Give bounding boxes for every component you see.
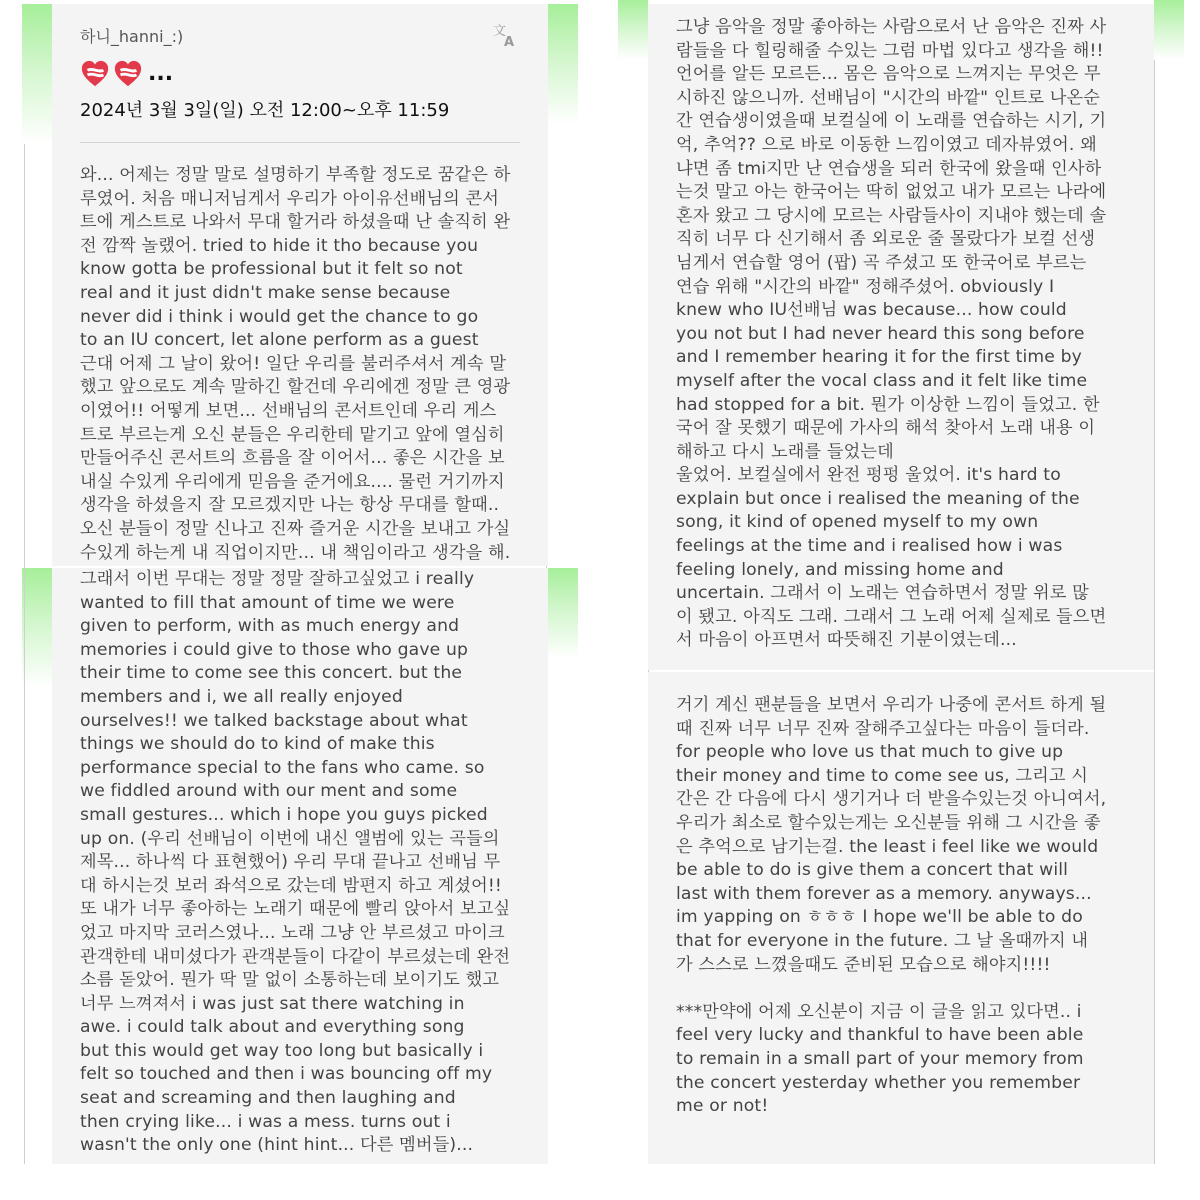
text-line: 냐면 좀 tmi지만 난 연습생을 되러 한국에 왔을때 인사하 <box>676 158 1102 179</box>
text-line: 직히 너무 다 신기해서 좀 외로운 줄 몰랐다가 보컬 선생 <box>676 229 1096 250</box>
text-line: 오신 분들이 정말 신나고 진짜 즐거운 시간을 보내고 가실 <box>80 518 511 539</box>
text-line: 었고 마지막 코러스였나... 노래 그냥 안 부르셨고 마이크 <box>80 922 505 943</box>
text-line: 울었어. 보컬실에서 완전 펑펑 울었어. it's hard to <box>676 465 1061 486</box>
note-screenshot-3 <box>648 4 1154 670</box>
text-line: members and i, we all really enjoyed <box>80 686 403 707</box>
text-line: up on. (우리 선배님이 이번에 내신 앨범에 있는 곡들의 <box>80 828 500 849</box>
note-body <box>676 16 1140 653</box>
edge-line <box>1154 60 1155 1164</box>
text-line: small gestures... which i hope you guys picked <box>80 804 488 825</box>
text-line: 또 내가 너무 좋아하는 노래기 때문에 빨리 앉아서 보고싶 <box>80 899 511 920</box>
text-line: 트로 부르는게 오신 분들은 우리한테 맡기고 앞에 열심히 <box>80 424 505 445</box>
text-line: their money and time to come see us, 그리고 시 <box>676 765 1088 786</box>
note-body <box>676 694 1140 1119</box>
text-line: we fiddled around with our ment and some <box>80 781 458 802</box>
text-line: 와... 어제는 정말 말로 설명하기 부족할 정도로 꿈같은 하 <box>80 165 511 185</box>
hearts-row <box>80 58 173 90</box>
text-line: last with them forever as a memory. anyways... <box>676 883 1092 904</box>
text-line: feel very lucky and thankful to have been able <box>676 1025 1084 1046</box>
text-line: real and it just didn't make sense because <box>80 282 451 303</box>
note-body <box>80 164 534 565</box>
text-line: 님게서 연습할 영어 (팝) 곡 주셨고 또 한국어로 부르는 <box>676 252 1087 273</box>
edge-decoration <box>548 4 578 124</box>
text-line: be able to do is give them a concert that will <box>676 860 1069 881</box>
text-line: knew who IU선배님 was because... how could <box>676 300 1067 321</box>
text-line: 소름 돋았어. 뭔가 딱 말 없이 소통하는데 보이기도 했고 <box>80 970 500 991</box>
text-line: things we should do to kind of make this <box>80 734 435 755</box>
text-line: 국어 잘 못했기 때문에 가사의 해석 찾아서 노래 내용 이 <box>676 418 1096 439</box>
ellipsis: ... <box>148 61 174 86</box>
note-screenshot-4 <box>648 672 1154 1164</box>
text-line: 너무 느껴져서 i was just sat there watching in <box>80 993 465 1014</box>
text-line: 때 진짜 너무 너무 진짜 잘해주고싶다는 마음이 들더라. <box>676 718 1090 739</box>
text-line: 만들어주신 콘서트의 흐름을 잘 이어서... 좋은 시간을 보 <box>80 448 505 469</box>
text-line: 관객한테 내미셨다가 관객분들이 다같이 부르셨는데 완전 <box>80 946 511 967</box>
svg-text:A: A <box>504 35 515 48</box>
text-line: 수있게 하는게 내 직업이지만... 내 책임이라고 생각을 해. <box>80 542 511 563</box>
text-line: to remain in a small part of your memory from <box>676 1048 1084 1069</box>
text-line: 가 스스로 느꼈을때도 준비된 모습으로 해야지!!!! <box>676 954 1051 975</box>
text-line: 그래서 이번 무대는 정말 정말 잘하고싶었고 i really <box>80 569 475 589</box>
text-line: you not but I had never heard this song before <box>676 323 1085 344</box>
text-line: ***만약에 어제 오신분이 지금 이 글을 읽고 있다면.. i <box>676 1001 1082 1022</box>
mending-heart-icon <box>113 59 143 89</box>
note-body <box>80 568 534 1158</box>
text-line: 대 하시는것 보러 좌석으로 갔는데 밤편지 하고 계셨어!! <box>80 875 502 896</box>
text-line: wanted to fill that amount of time we were <box>80 592 455 613</box>
text-line: wasn't the only one (hint hint... 다른 멤버들)... <box>80 1135 474 1156</box>
text-line: and I remember hearing it for the first time by <box>676 347 1082 368</box>
text-line: 연습 위해 "시간의 바깥" 정해주셨어. obviously I <box>676 276 1055 297</box>
edge-decoration <box>22 568 52 688</box>
text-line: 억, 추억?? 으로 바로 이동한 느낌이였고 데자뷰였어. 왜 <box>676 134 1097 155</box>
text-line: 이였어!! 어떻게 보면... 선배님의 콘서트인데 우리 게스 <box>80 400 497 421</box>
text-line: 루였어. 처음 매니저님게서 우리가 아이유선배님의 콘서 <box>80 188 500 209</box>
mending-heart-icon <box>80 59 110 89</box>
edge-decoration <box>548 568 578 658</box>
svg-text:文: 文 <box>493 24 507 39</box>
text-line: 이 됐고. 아직도 그래. 그래서 그 노래 어제 실제로 들으면 <box>676 606 1107 627</box>
text-line: that for everyone in the future. 그 날 올때까지 내 <box>676 930 1089 951</box>
text-line: 우리가 최소로 할수있는게는 오신분들 위해 그 시간을 좋 <box>676 812 1101 833</box>
text-line: 간은 간 다음에 다시 생기거나 더 받을수있는것 아니여서, <box>676 789 1107 810</box>
text-line: 전 깜짝 놀랬어. tried to hide it tho because you <box>80 235 479 256</box>
text-line: felt so touched and then i was bouncing off my <box>80 1064 493 1085</box>
text-line: know gotta be professional but it felt so not <box>80 259 463 280</box>
text-line: 시하진 않으니까. 선배님이 "시간의 바깥" 인트로 나온순 <box>676 87 1100 108</box>
text-line: 했고 앞으로도 계속 말하긴 할건데 우리에겐 정말 큰 영광 <box>80 377 511 398</box>
text-line: had stopped for a bit. 뭔가 이상한 느낌이 들었고. 한 <box>676 394 1100 415</box>
edge-decoration <box>22 4 52 144</box>
text-line: 간 연습생이였을때 보컬실에 이 노래를 연습하는 시기, 기 <box>676 111 1107 132</box>
divider <box>80 142 520 143</box>
text-line: memories i could give to those who gave up <box>80 639 469 660</box>
text-line: 내실 수있게 우리에게 믿음을 준거에요.... 물런 거기까지 <box>80 471 505 492</box>
text-line: their time to come see this concert. but the <box>80 663 463 684</box>
text-line: performance special to the fans who came. so <box>80 757 485 778</box>
post-date: 2024년 3월 3일(일) 오전 12:00~오후 11:59 <box>80 100 450 121</box>
text-line: song, it kind of opened myself to my own <box>676 512 1039 533</box>
text-line: 람들을 다 힐링해줄 수있는 그럼 마법 있다고 생각을 해!! <box>676 40 1104 61</box>
text-line: 트에 게스트로 나와서 무대 할거라 하셨을때 난 솔직히 완 <box>80 212 511 233</box>
text-line: 서 마음이 아프면서 따뜻해진 기분이였는데... <box>676 630 1017 651</box>
edge-line <box>24 144 25 1164</box>
text-line: the concert yesterday whether you remember <box>676 1072 1081 1093</box>
text-line: explain but once i realised the meaning of the <box>676 488 1080 509</box>
text-line: feelings at the time and i realised how i was <box>676 536 1063 557</box>
text-line: to an IU concert, let alone perform as a guest <box>80 330 479 351</box>
username: 하니_hanni_:) <box>80 27 184 46</box>
text-line: 제목... 하나씩 다 표현했어) 우리 무대 끝나고 선배님 무 <box>80 852 501 873</box>
text-line: then crying like... i was a mess. turns out i <box>80 1111 451 1132</box>
text-line: 은 추억으로 남기는걸. the least i feel like we would <box>676 836 1099 857</box>
note-screenshot-1 <box>52 4 548 566</box>
text-line: 해하고 다시 노래를 들었는데 <box>676 441 894 462</box>
text-line: 언어를 알든 모르든... 몸은 음악으로 느껴지는 무엇은 무 <box>676 64 1101 85</box>
text-line <box>676 977 1140 1001</box>
edge-decoration <box>618 0 648 60</box>
text-line: seat and screaming and then laughing and <box>80 1088 456 1109</box>
text-line: awe. i could talk about and everything song <box>80 1017 465 1038</box>
text-line: im yapping on ㅎㅎㅎ I hope we'll be able to do <box>676 907 1083 928</box>
text-line: myself after the vocal class and it felt like time <box>676 370 1088 391</box>
note-screenshot-2 <box>52 568 548 1164</box>
edge-decoration <box>1154 0 1184 60</box>
text-line: 생각을 하셨을지 잘 모르겠지만 나는 항상 무대를 할때.. <box>80 495 500 516</box>
text-line: 는것 말고 아는 한국어는 딱히 없었고 내가 모르는 나라에 <box>676 182 1107 203</box>
text-line: feeling lonely, and missing home and <box>676 559 1004 580</box>
text-line: ourselves!! we talked backstage about what <box>80 710 468 731</box>
text-line: never did i think i would get the chance to go <box>80 306 479 327</box>
text-line: 혼자 왔고 그 당시에 모르는 사람들사이 지내야 했는데 솔 <box>676 205 1107 226</box>
text-line: 거기 계신 팬분들을 보면서 우리가 나중에 콘서트 하게 될 <box>676 695 1107 715</box>
text-line: but this would get way too long but basically i <box>80 1040 484 1061</box>
text-line: 그냥 음악을 정말 좋아하는 사람으로서 난 음악은 진짜 사 <box>676 17 1107 37</box>
translate-icon[interactable] <box>492 22 518 48</box>
text-line: 근대 어제 그 날이 왔어! 일단 우리를 불러주셔서 계속 말 <box>80 353 507 374</box>
text-line: me or not! <box>676 1096 769 1117</box>
text-line: uncertain. 그래서 이 노래는 연습하면서 정말 위로 많 <box>676 583 1089 604</box>
text-line: for people who love us that much to give up <box>676 742 1064 763</box>
text-line: given to perform, with as much energy and <box>80 616 460 637</box>
